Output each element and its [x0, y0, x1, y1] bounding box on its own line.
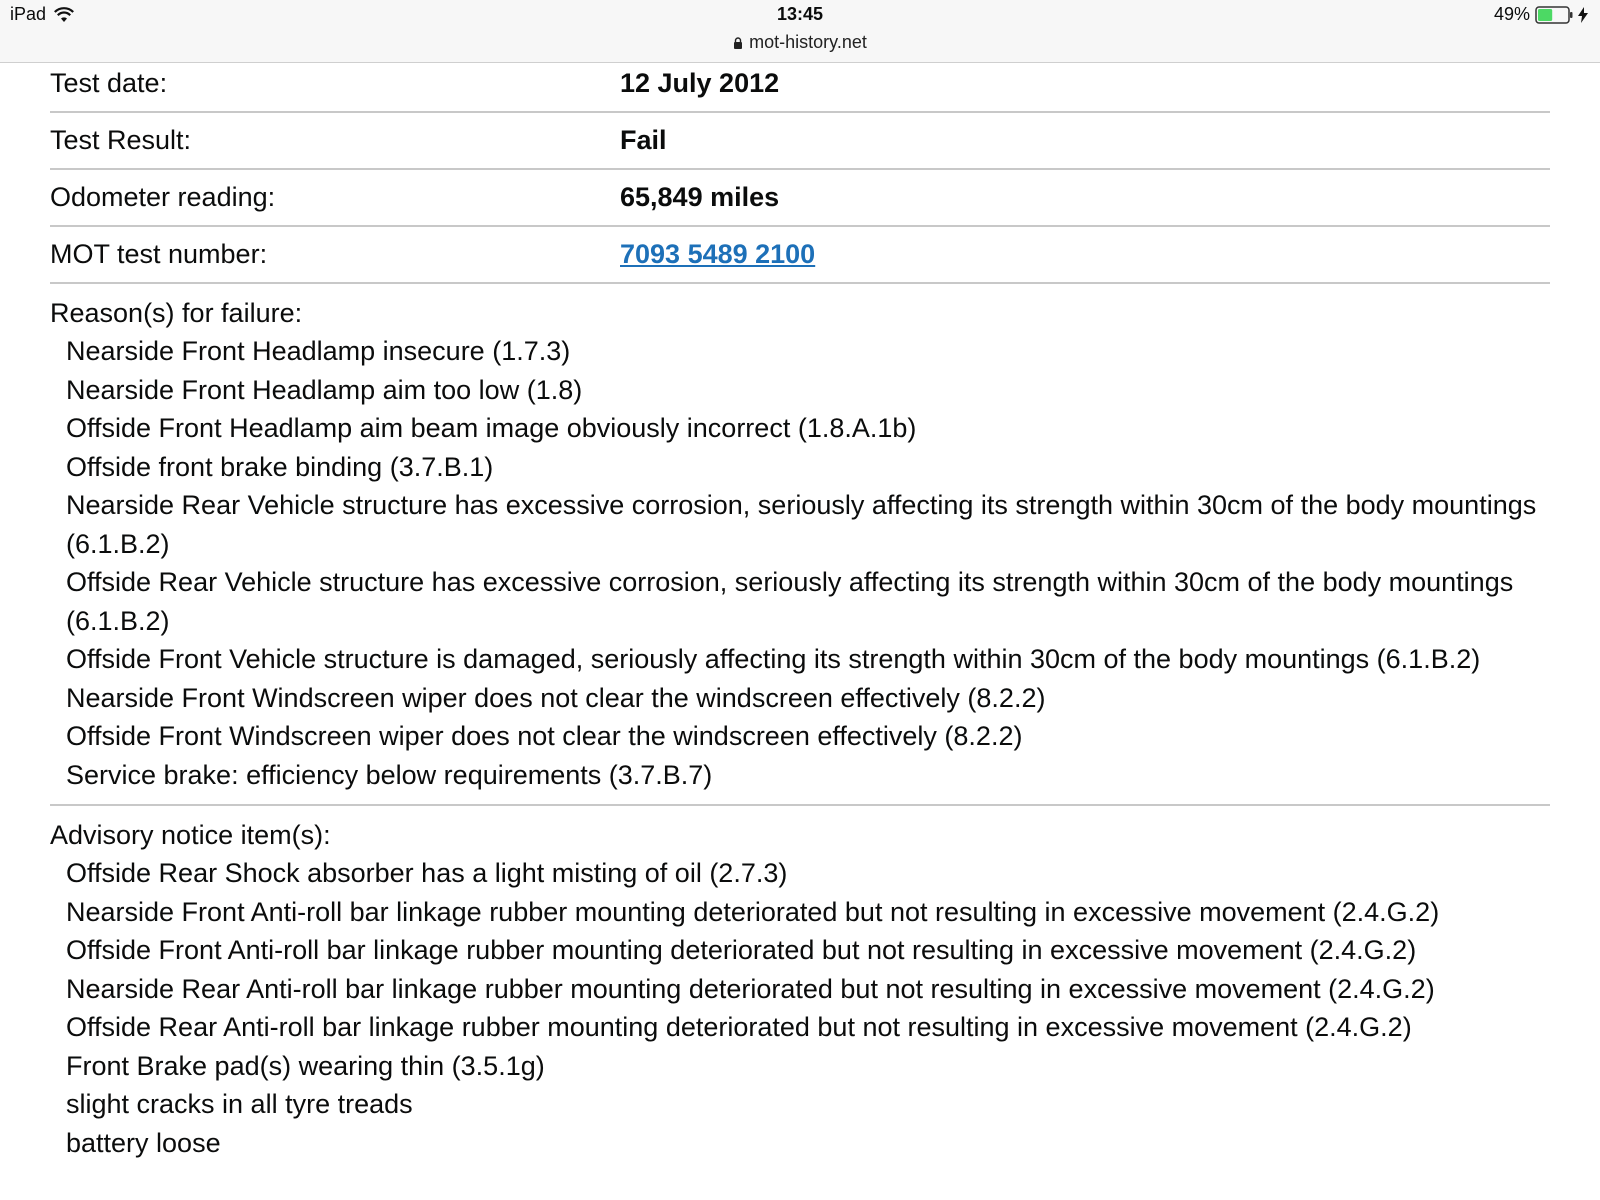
test-date-row [50, 56, 1550, 113]
odometer-row [50, 170, 1550, 227]
advisory-item: slight cracks in all tyre treads [66, 1089, 413, 1119]
advisory-section [50, 806, 1550, 1172]
failure-reason-item: Nearside Front Headlamp aim too low (1.8) [66, 374, 583, 405]
failure-reason-item: Offside Rear Vehicle structure has excessive corrosion, seriously affecting its strength within 30cm of the body mountings (6.1.B.2) [66, 567, 1514, 636]
address-bar[interactable] [0, 32, 1600, 53]
advisory-item: Front Brake pad(s) wearing thin (3.5.1g) [66, 1050, 545, 1081]
mot-test-number-link[interactable]: 7093 5489 2100 [620, 239, 816, 269]
odometer-label: Odometer reading: [50, 182, 276, 212]
advisory-item: Offside Front Anti-roll bar linkage rubber mounting deteriorated but not resulting in excessive movement (2.4.G.2) [66, 935, 1417, 965]
failure-reason-item: Service brake: efficiency below requirements (3.7.B.7) [66, 759, 713, 790]
failure-reasons-list [50, 332, 1550, 794]
failure-reason-item: Nearside Front Headlamp insecure (1.7.3) [66, 336, 571, 366]
status-bar-time: 13:45 [776, 4, 824, 24]
failure-reason-item: Offside Front Headlamp aim beam image obviously incorrect (1.8.A.1b) [66, 413, 917, 443]
url-text: mot-history.net [749, 32, 867, 52]
advisory-item: Offside Rear Shock absorber has a light misting of oil (2.7.3) [66, 858, 788, 888]
test-result-row [50, 113, 1550, 170]
advisory-item: Offside Rear Anti-roll bar linkage rubber mounting deteriorated but not resulting in excessive movement (2.4.G.2) [66, 1012, 1412, 1042]
failure-reason-item: Nearside Front Windscreen wiper does not clear the windscreen effectively (8.2.2) [66, 682, 1046, 713]
advisory-item: Nearside Rear Anti-roll bar linkage rubber mounting deteriorated but not resulting in excessive movement (2.4.G.2) [66, 973, 1435, 1004]
failure-reasons-heading: Reason(s) for failure: [50, 298, 303, 328]
status-bar-right [1494, 4, 1588, 25]
mot-test-details [50, 56, 1550, 1172]
advisory-item: Nearside Front Anti-roll bar linkage rubber mounting deteriorated but not resulting in excessive movement (2.4.G.2) [66, 896, 1440, 927]
test-date-label: Test date: [50, 68, 168, 98]
failure-reasons-section [50, 284, 1550, 806]
lock-icon [733, 37, 743, 49]
test-result-label: Test Result: [50, 125, 192, 155]
failure-reason-item: Offside Front Vehicle structure is damaged, seriously affecting its strength within 30cm of the body mountings (6.1.B.2) [66, 644, 1481, 674]
battery-icon [1535, 6, 1573, 24]
failure-reason-item: Offside front brake binding (3.7.B.1) [66, 451, 494, 482]
failure-reason-item: Offside Front Windscreen wiper does not clear the windscreen effectively (8.2.2) [66, 721, 1023, 751]
test-result-value: Fail [620, 125, 667, 155]
mot-test-number-label: MOT test number: [50, 239, 268, 269]
mot-test-number-row [50, 227, 1550, 284]
advisory-items-list [50, 854, 1550, 1162]
ios-status-bar [0, 0, 1600, 63]
odometer-value: 65,849 miles [620, 182, 780, 212]
advisory-heading: Advisory notice item(s): [50, 820, 331, 850]
battery-percent: 49% [1493, 4, 1530, 24]
charging-bolt-icon [1578, 7, 1588, 23]
test-date-value: 12 July 2012 [620, 68, 780, 98]
advisory-item: battery loose [66, 1127, 221, 1158]
failure-reason-item: Nearside Rear Vehicle structure has excessive corrosion, seriously affecting its strength within 30cm of the body mountings (6.1.B.2) [66, 490, 1537, 559]
device-name: iPad [10, 4, 47, 24]
